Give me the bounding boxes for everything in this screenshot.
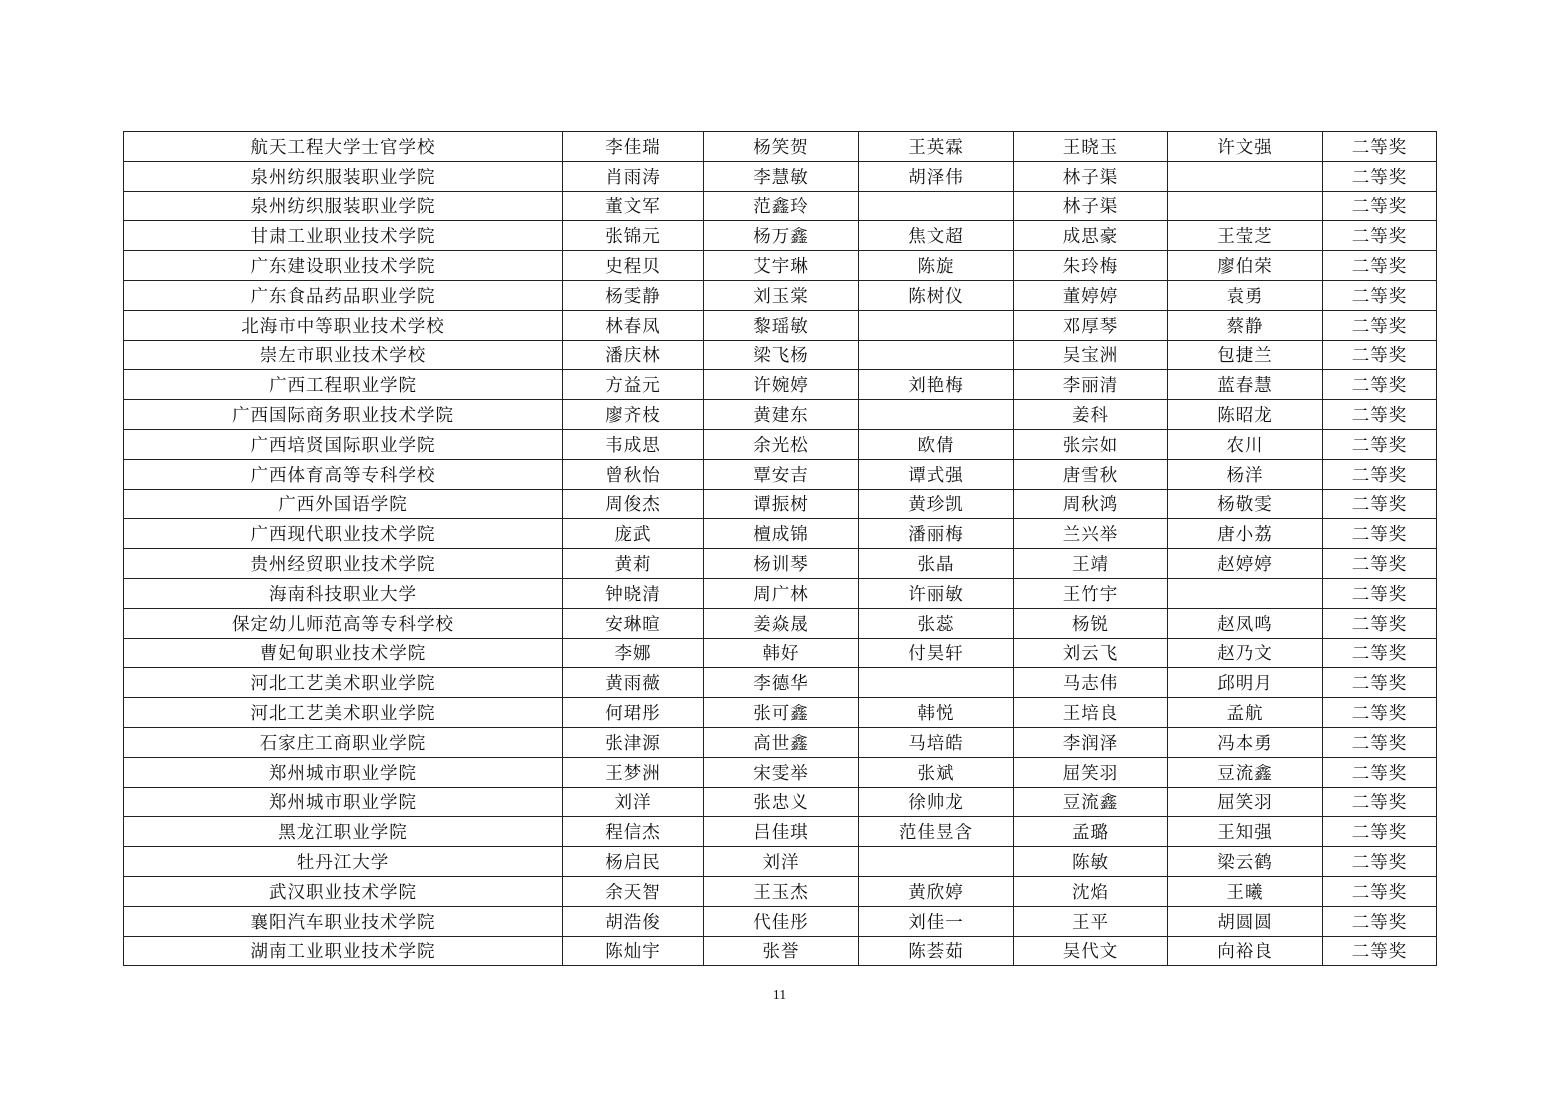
member-1-cell: 黄莉 (563, 549, 704, 579)
school-cell: 广西现代职业技术学院 (124, 519, 563, 549)
member-3-cell: 潘丽梅 (859, 519, 1014, 549)
member-2-cell: 黄建东 (704, 400, 859, 430)
advisor-2-cell: 杨敬雯 (1168, 489, 1323, 519)
award-cell: 二等奖 (1323, 787, 1437, 817)
award-cell: 二等奖 (1323, 727, 1437, 757)
table-row (124, 400, 1437, 430)
school-cell: 石家庄工商职业学院 (124, 727, 563, 757)
table-row (124, 787, 1437, 817)
school-cell: 崇左市职业技术学校 (124, 340, 563, 370)
table-row (124, 698, 1437, 728)
school-cell: 广西体育高等专科学校 (124, 459, 563, 489)
member-1-cell: 庞武 (563, 519, 704, 549)
school-cell: 武汉职业技术学院 (124, 876, 563, 906)
member-1-cell: 林春凤 (563, 310, 704, 340)
member-1-cell: 黄雨薇 (563, 668, 704, 698)
member-3-cell: 胡泽伟 (859, 161, 1014, 191)
member-2-cell: 余光松 (704, 429, 859, 459)
member-2-cell: 宋雯举 (704, 757, 859, 787)
school-cell: 黑龙江职业学院 (124, 817, 563, 847)
member-2-cell: 吕佳琪 (704, 817, 859, 847)
table-row (124, 132, 1437, 162)
member-1-cell: 李娜 (563, 638, 704, 668)
advisor-1-cell: 邓厚琴 (1014, 310, 1168, 340)
advisor-2-cell: 豆流鑫 (1168, 757, 1323, 787)
award-cell: 二等奖 (1323, 549, 1437, 579)
member-1-cell: 杨启民 (563, 847, 704, 877)
member-2-cell: 李德华 (704, 668, 859, 698)
member-3-cell (859, 191, 1014, 221)
member-3-cell (859, 668, 1014, 698)
advisor-1-cell: 马志伟 (1014, 668, 1168, 698)
advisor-2-cell: 包捷兰 (1168, 340, 1323, 370)
member-2-cell: 檀成锦 (704, 519, 859, 549)
advisor-2-cell: 赵凤鸣 (1168, 608, 1323, 638)
award-cell: 二等奖 (1323, 847, 1437, 877)
advisor-2-cell: 赵乃文 (1168, 638, 1323, 668)
member-2-cell: 杨万鑫 (704, 221, 859, 251)
school-cell: 襄阳汽车职业技术学院 (124, 906, 563, 936)
award-cell: 二等奖 (1323, 906, 1437, 936)
award-cell: 二等奖 (1323, 668, 1437, 698)
award-cell: 二等奖 (1323, 936, 1437, 966)
award-cell: 二等奖 (1323, 370, 1437, 400)
member-3-cell: 黄欣婷 (859, 876, 1014, 906)
member-3-cell (859, 847, 1014, 877)
award-cell: 二等奖 (1323, 340, 1437, 370)
member-2-cell: 艾宇琳 (704, 251, 859, 281)
member-3-cell: 范佳昱含 (859, 817, 1014, 847)
member-1-cell: 安琳暄 (563, 608, 704, 638)
member-2-cell: 刘玉棠 (704, 280, 859, 310)
member-1-cell: 潘庆林 (563, 340, 704, 370)
award-table (123, 131, 1437, 966)
award-cell: 二等奖 (1323, 251, 1437, 281)
member-3-cell: 许丽敏 (859, 578, 1014, 608)
award-cell: 二等奖 (1323, 608, 1437, 638)
member-2-cell: 张誉 (704, 936, 859, 966)
member-1-cell: 陈灿宇 (563, 936, 704, 966)
school-cell: 牡丹江大学 (124, 847, 563, 877)
table-row (124, 668, 1437, 698)
table-row (124, 906, 1437, 936)
member-3-cell: 刘佳一 (859, 906, 1014, 936)
table-row (124, 340, 1437, 370)
member-3-cell: 刘艳梅 (859, 370, 1014, 400)
member-2-cell: 高世鑫 (704, 727, 859, 757)
member-3-cell: 陈荟茹 (859, 936, 1014, 966)
advisor-1-cell: 王竹宇 (1014, 578, 1168, 608)
award-cell: 二等奖 (1323, 817, 1437, 847)
member-2-cell: 杨笑贺 (704, 132, 859, 162)
member-2-cell: 刘洋 (704, 847, 859, 877)
member-1-cell: 肖雨涛 (563, 161, 704, 191)
member-1-cell: 曾秋怡 (563, 459, 704, 489)
table-row (124, 280, 1437, 310)
member-2-cell: 姜焱晟 (704, 608, 859, 638)
advisor-1-cell: 唐雪秋 (1014, 459, 1168, 489)
member-3-cell: 王英霖 (859, 132, 1014, 162)
member-3-cell: 欧倩 (859, 429, 1014, 459)
table-row (124, 757, 1437, 787)
advisor-1-cell: 姜科 (1014, 400, 1168, 430)
advisor-2-cell: 胡圆圆 (1168, 906, 1323, 936)
advisor-2-cell: 向裕良 (1168, 936, 1323, 966)
member-3-cell: 陈树仪 (859, 280, 1014, 310)
school-cell: 贵州经贸职业技术学院 (124, 549, 563, 579)
member-1-cell: 杨雯静 (563, 280, 704, 310)
table-row (124, 370, 1437, 400)
award-cell: 二等奖 (1323, 221, 1437, 251)
member-2-cell: 张忠义 (704, 787, 859, 817)
advisor-1-cell: 张宗如 (1014, 429, 1168, 459)
school-cell: 广西外国语学院 (124, 489, 563, 519)
table-row (124, 876, 1437, 906)
member-3-cell: 张晶 (859, 549, 1014, 579)
table-row (124, 817, 1437, 847)
table-row (124, 847, 1437, 877)
member-3-cell: 谭式强 (859, 459, 1014, 489)
advisor-2-cell: 孟航 (1168, 698, 1323, 728)
member-3-cell: 付昊轩 (859, 638, 1014, 668)
advisor-2-cell: 农川 (1168, 429, 1323, 459)
table-row (124, 549, 1437, 579)
advisor-2-cell: 梁云鹤 (1168, 847, 1323, 877)
advisor-1-cell: 王晓玉 (1014, 132, 1168, 162)
school-cell: 海南科技职业大学 (124, 578, 563, 608)
school-cell: 河北工艺美术职业学院 (124, 698, 563, 728)
advisor-1-cell: 李润泽 (1014, 727, 1168, 757)
advisor-2-cell: 王曦 (1168, 876, 1323, 906)
school-cell: 广西培贤国际职业学院 (124, 429, 563, 459)
table-row (124, 161, 1437, 191)
school-cell: 北海市中等职业技术学校 (124, 310, 563, 340)
advisor-1-cell: 王培良 (1014, 698, 1168, 728)
member-1-cell: 方益元 (563, 370, 704, 400)
advisor-2-cell: 蓝春慧 (1168, 370, 1323, 400)
member-3-cell: 徐帅龙 (859, 787, 1014, 817)
school-cell: 广西国际商务职业技术学院 (124, 400, 563, 430)
award-cell: 二等奖 (1323, 757, 1437, 787)
member-2-cell: 韩好 (704, 638, 859, 668)
advisor-2-cell: 蔡静 (1168, 310, 1323, 340)
table-row (124, 638, 1437, 668)
table-row (124, 936, 1437, 966)
award-cell: 二等奖 (1323, 161, 1437, 191)
advisor-1-cell: 兰兴举 (1014, 519, 1168, 549)
school-cell: 泉州纺织服装职业学院 (124, 161, 563, 191)
table-row (124, 727, 1437, 757)
school-cell: 郑州城市职业学院 (124, 787, 563, 817)
member-1-cell: 程信杰 (563, 817, 704, 847)
member-2-cell: 覃安吉 (704, 459, 859, 489)
member-2-cell: 黎瑶敏 (704, 310, 859, 340)
member-1-cell: 史程贝 (563, 251, 704, 281)
advisor-1-cell: 吴宝洲 (1014, 340, 1168, 370)
table-row (124, 489, 1437, 519)
table-row (124, 608, 1437, 638)
table-row (124, 251, 1437, 281)
award-cell: 二等奖 (1323, 429, 1437, 459)
member-1-cell: 胡浩俊 (563, 906, 704, 936)
advisor-1-cell: 李丽清 (1014, 370, 1168, 400)
school-cell: 郑州城市职业学院 (124, 757, 563, 787)
advisor-2-cell: 陈昭龙 (1168, 400, 1323, 430)
member-3-cell: 焦文超 (859, 221, 1014, 251)
advisor-1-cell: 成思豪 (1014, 221, 1168, 251)
advisor-2-cell: 冯本勇 (1168, 727, 1323, 757)
advisor-1-cell: 沈焰 (1014, 876, 1168, 906)
member-3-cell (859, 400, 1014, 430)
table-row (124, 310, 1437, 340)
member-2-cell: 代佳彤 (704, 906, 859, 936)
advisor-1-cell: 林子渠 (1014, 161, 1168, 191)
award-cell: 二等奖 (1323, 310, 1437, 340)
member-1-cell: 王梦洲 (563, 757, 704, 787)
member-3-cell: 马培皓 (859, 727, 1014, 757)
advisor-2-cell: 邱明月 (1168, 668, 1323, 698)
member-1-cell: 余天智 (563, 876, 704, 906)
table-row (124, 519, 1437, 549)
member-2-cell: 许婉婷 (704, 370, 859, 400)
advisor-1-cell: 董婷婷 (1014, 280, 1168, 310)
member-1-cell: 李佳瑞 (563, 132, 704, 162)
advisor-2-cell: 许文强 (1168, 132, 1323, 162)
member-3-cell (859, 340, 1014, 370)
advisor-2-cell: 唐小荔 (1168, 519, 1323, 549)
advisor-2-cell: 屈笑羽 (1168, 787, 1323, 817)
member-1-cell: 董文军 (563, 191, 704, 221)
table-row (124, 429, 1437, 459)
advisor-1-cell: 朱玲梅 (1014, 251, 1168, 281)
school-cell: 广东建设职业技术学院 (124, 251, 563, 281)
member-1-cell: 张津源 (563, 727, 704, 757)
award-cell: 二等奖 (1323, 698, 1437, 728)
table-row (124, 191, 1437, 221)
award-cell: 二等奖 (1323, 132, 1437, 162)
school-cell: 广东食品药品职业学院 (124, 280, 563, 310)
advisor-2-cell: 赵婷婷 (1168, 549, 1323, 579)
advisor-1-cell: 林子渠 (1014, 191, 1168, 221)
member-2-cell: 李慧敏 (704, 161, 859, 191)
member-3-cell: 黄珍凯 (859, 489, 1014, 519)
member-2-cell: 谭振树 (704, 489, 859, 519)
advisor-2-cell (1168, 161, 1323, 191)
member-2-cell: 杨训琴 (704, 549, 859, 579)
school-cell: 河北工艺美术职业学院 (124, 668, 563, 698)
advisor-2-cell: 王知强 (1168, 817, 1323, 847)
advisor-1-cell: 周秋鸿 (1014, 489, 1168, 519)
advisor-1-cell: 吴代文 (1014, 936, 1168, 966)
advisor-1-cell: 陈敏 (1014, 847, 1168, 877)
member-2-cell: 张可鑫 (704, 698, 859, 728)
advisor-1-cell: 刘云飞 (1014, 638, 1168, 668)
member-1-cell: 钟晓清 (563, 578, 704, 608)
member-3-cell (859, 310, 1014, 340)
advisor-2-cell: 王莹芝 (1168, 221, 1323, 251)
school-cell: 广西工程职业学院 (124, 370, 563, 400)
school-cell: 泉州纺织服装职业学院 (124, 191, 563, 221)
member-3-cell: 张蕊 (859, 608, 1014, 638)
award-cell: 二等奖 (1323, 578, 1437, 608)
award-cell: 二等奖 (1323, 876, 1437, 906)
advisor-1-cell: 孟璐 (1014, 817, 1168, 847)
award-cell: 二等奖 (1323, 280, 1437, 310)
table-row (124, 221, 1437, 251)
award-cell: 二等奖 (1323, 489, 1437, 519)
member-1-cell: 韦成思 (563, 429, 704, 459)
award-cell: 二等奖 (1323, 519, 1437, 549)
advisor-1-cell: 王靖 (1014, 549, 1168, 579)
member-3-cell: 陈旋 (859, 251, 1014, 281)
advisor-1-cell: 豆流鑫 (1014, 787, 1168, 817)
advisor-2-cell: 杨洋 (1168, 459, 1323, 489)
member-1-cell: 周俊杰 (563, 489, 704, 519)
member-1-cell: 廖齐枝 (563, 400, 704, 430)
school-cell: 甘肃工业职业技术学院 (124, 221, 563, 251)
advisor-1-cell: 屈笑羽 (1014, 757, 1168, 787)
advisor-2-cell: 廖伯荣 (1168, 251, 1323, 281)
award-cell: 二等奖 (1323, 400, 1437, 430)
member-2-cell: 范鑫玲 (704, 191, 859, 221)
member-1-cell: 张锦元 (563, 221, 704, 251)
member-1-cell: 何珺彤 (563, 698, 704, 728)
advisor-1-cell: 王平 (1014, 906, 1168, 936)
award-cell: 二等奖 (1323, 638, 1437, 668)
advisor-2-cell (1168, 191, 1323, 221)
advisor-2-cell (1168, 578, 1323, 608)
member-3-cell: 韩悦 (859, 698, 1014, 728)
member-3-cell: 张斌 (859, 757, 1014, 787)
award-table-body (124, 132, 1437, 966)
school-cell: 曹妃甸职业技术学院 (124, 638, 563, 668)
member-2-cell: 梁飞杨 (704, 340, 859, 370)
table-row (124, 578, 1437, 608)
member-2-cell: 王玉杰 (704, 876, 859, 906)
advisor-1-cell: 杨锐 (1014, 608, 1168, 638)
school-cell: 保定幼儿师范高等专科学校 (124, 608, 563, 638)
table-row (124, 459, 1437, 489)
award-cell: 二等奖 (1323, 191, 1437, 221)
school-cell: 航天工程大学士官学校 (124, 132, 563, 162)
page-number: 11 (772, 988, 787, 1003)
member-2-cell: 周广林 (704, 578, 859, 608)
advisor-2-cell: 袁勇 (1168, 280, 1323, 310)
school-cell: 湖南工业职业技术学院 (124, 936, 563, 966)
award-cell: 二等奖 (1323, 459, 1437, 489)
member-1-cell: 刘洋 (563, 787, 704, 817)
